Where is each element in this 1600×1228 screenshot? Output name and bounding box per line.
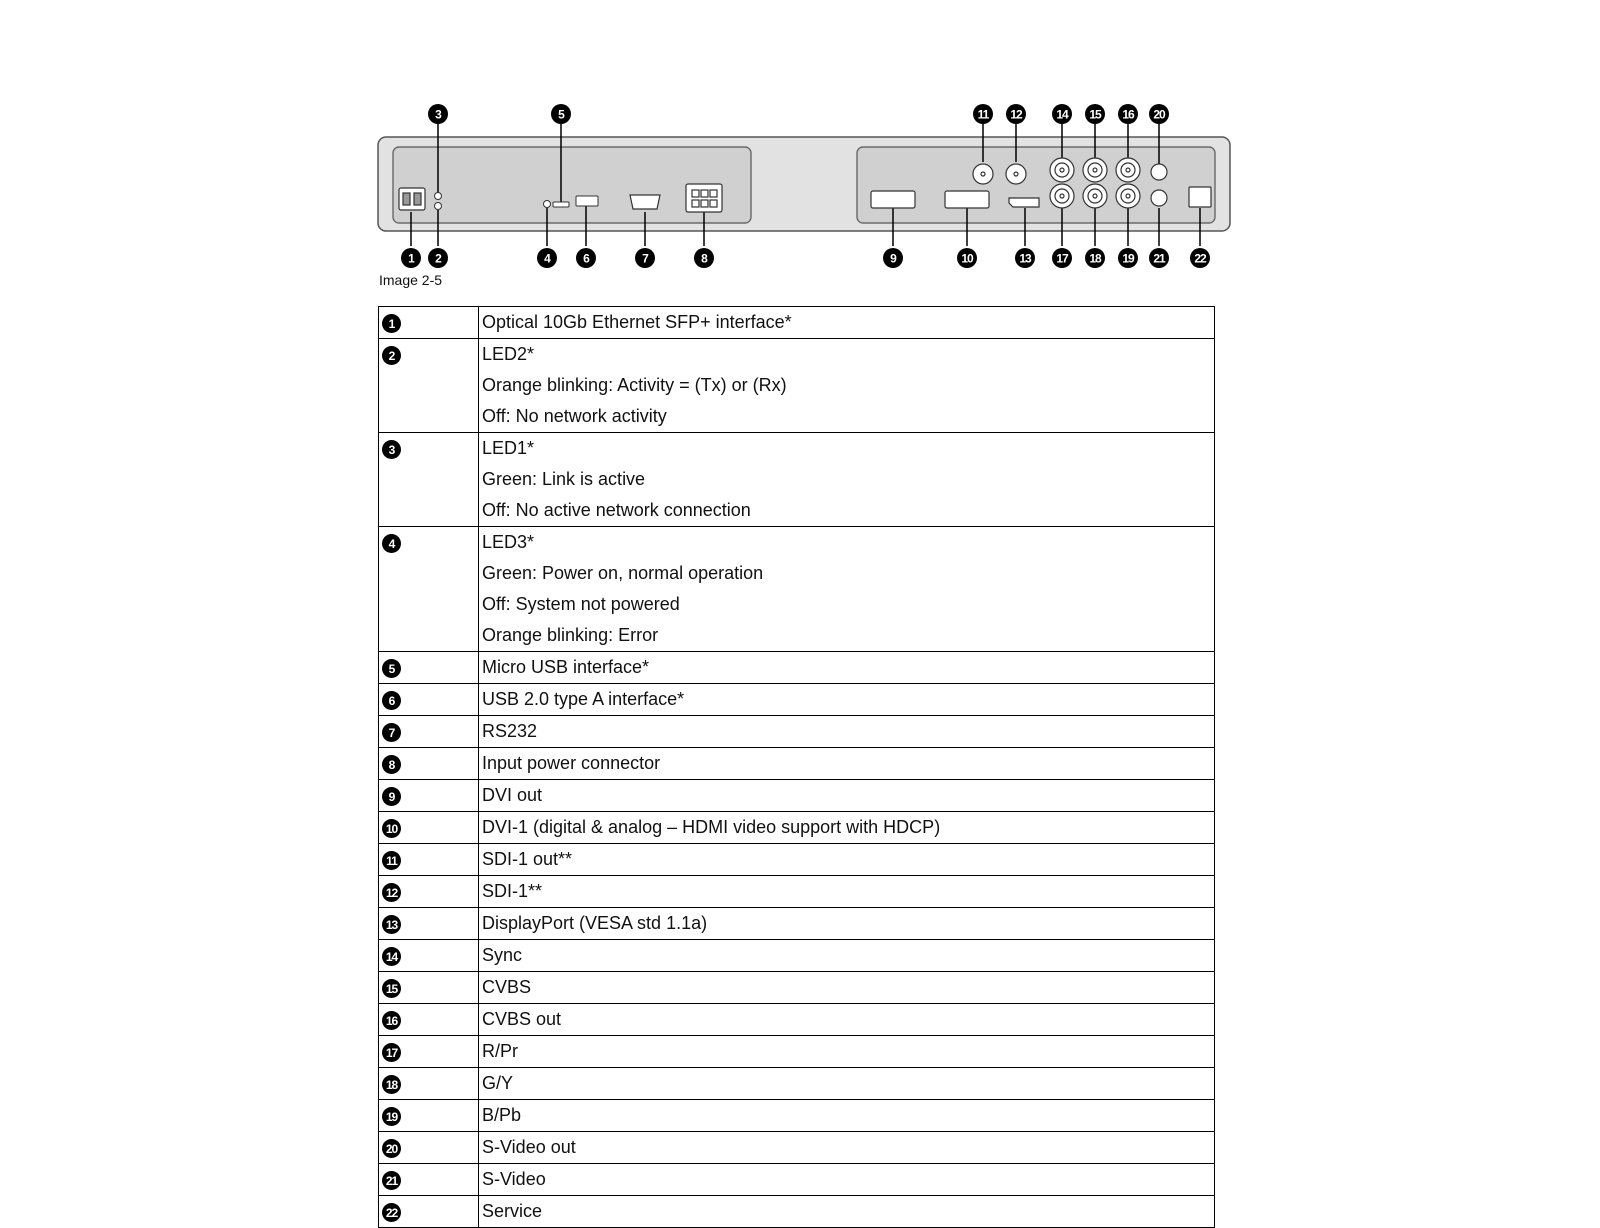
description-line: Input power connector	[482, 753, 661, 773]
callout-number: 16	[1122, 107, 1134, 122]
callout-number: 18	[1089, 251, 1101, 266]
led1-indicator	[435, 193, 442, 200]
table-row	[379, 972, 1215, 1004]
description-cell	[479, 307, 1215, 339]
table-row	[379, 1132, 1215, 1164]
description-line: CVBS out	[482, 1009, 562, 1029]
description-cell	[479, 812, 1215, 844]
description-line: LED1*	[482, 438, 535, 458]
row-number-badge: 21	[382, 1171, 401, 1190]
description-line: Service	[482, 1201, 543, 1221]
row-number-badge: 13	[382, 915, 401, 934]
usb-a-port	[576, 196, 598, 206]
led3-indicator	[544, 201, 551, 208]
table-row	[379, 527, 1215, 652]
description-line: Off: No active network connection	[482, 500, 751, 520]
row-number-badge: 19	[382, 1107, 401, 1126]
row-number-cell	[379, 972, 479, 1004]
row-number-cell	[379, 876, 479, 908]
table-row	[379, 1068, 1215, 1100]
table-row	[379, 1036, 1215, 1068]
table-row	[379, 844, 1215, 876]
row-number-cell	[379, 780, 479, 812]
description-cell	[479, 748, 1215, 780]
description-cell	[479, 844, 1215, 876]
description-cell	[479, 527, 1215, 652]
row-number-badge: 3	[382, 440, 401, 459]
description-line: G/Y	[482, 1073, 514, 1093]
row-number-cell	[379, 339, 479, 433]
table-row	[379, 1164, 1215, 1196]
s-video-out-port	[1151, 164, 1167, 180]
row-number-cell	[379, 748, 479, 780]
callout-number: 20	[1153, 107, 1165, 122]
right-panel	[857, 147, 1215, 223]
callout-number: 1	[408, 251, 414, 266]
description-cell	[479, 652, 1215, 684]
description-line: Green: Link is active	[482, 469, 646, 489]
table-row	[379, 652, 1215, 684]
row-number-cell	[379, 1196, 479, 1228]
table-row	[379, 339, 1215, 433]
table-row	[379, 307, 1215, 339]
connector-table-body	[379, 307, 1215, 1228]
description-line: Green: Power on, normal operation	[482, 563, 764, 583]
description-cell	[479, 1196, 1215, 1228]
row-number-cell	[379, 1036, 479, 1068]
table-row	[379, 1196, 1215, 1228]
table-row	[379, 716, 1215, 748]
row-number-cell	[379, 908, 479, 940]
row-number-cell	[379, 812, 479, 844]
description-line: Orange blinking: Activity = (Tx) or (Rx)	[482, 375, 787, 395]
callout-number: 22	[1194, 251, 1206, 266]
table-row	[379, 433, 1215, 527]
table-row	[379, 748, 1215, 780]
description-line: SDI-1**	[482, 881, 543, 901]
table-row	[379, 1100, 1215, 1132]
description-line: B/Pb	[482, 1105, 522, 1125]
row-number-cell	[379, 1132, 479, 1164]
row-number-cell	[379, 844, 479, 876]
row-number-badge: 1	[382, 314, 401, 333]
row-number-cell	[379, 1068, 479, 1100]
callout-number: 3	[435, 107, 441, 122]
row-number-cell	[379, 940, 479, 972]
callout-number: 19	[1122, 251, 1134, 266]
row-number-cell	[379, 1100, 479, 1132]
description-line: R/Pr	[482, 1041, 518, 1061]
row-number-badge: 17	[382, 1043, 401, 1062]
callout-number: 2	[435, 251, 441, 266]
callout-number: 8	[701, 251, 707, 266]
description-line: DVI out	[482, 785, 543, 805]
row-number-badge: 16	[382, 1011, 401, 1030]
rs232-port	[630, 195, 660, 209]
row-number-cell	[379, 684, 479, 716]
dvi-out-port	[871, 191, 915, 208]
description-cell	[479, 1068, 1215, 1100]
table-row	[379, 908, 1215, 940]
row-number-cell	[379, 1004, 479, 1036]
callout-number: 21	[1153, 251, 1165, 266]
dvi-1-port	[945, 191, 989, 208]
row-number-badge: 18	[382, 1075, 401, 1094]
description-cell	[479, 1036, 1215, 1068]
row-number-badge: 4	[382, 534, 401, 553]
row-number-badge: 2	[382, 346, 401, 365]
connector-table	[378, 306, 1215, 1228]
row-number-badge: 5	[382, 659, 401, 678]
row-number-cell	[379, 307, 479, 339]
description-line: S-Video	[482, 1169, 546, 1189]
description-cell	[479, 433, 1215, 527]
row-number-badge: 10	[382, 819, 401, 838]
table-row	[379, 876, 1215, 908]
displayport-port	[1009, 198, 1039, 207]
row-number-cell	[379, 433, 479, 527]
description-cell	[479, 1132, 1215, 1164]
description-cell	[479, 908, 1215, 940]
description-line: DisplayPort (VESA std 1.1a)	[482, 913, 708, 933]
callout-number: 13	[1019, 251, 1031, 266]
power-connector	[686, 184, 722, 212]
rear-panel-diagram	[0, 0, 1600, 300]
callout-number: 10	[961, 251, 973, 266]
row-number-cell	[379, 1164, 479, 1196]
description-line: USB 2.0 type A interface*	[482, 689, 685, 709]
description-line: Optical 10Gb Ethernet SFP+ interface*	[482, 312, 792, 332]
table-row	[379, 812, 1215, 844]
row-number-badge: 6	[382, 691, 401, 710]
description-cell	[479, 940, 1215, 972]
figure-caption: Image 2-5	[379, 272, 443, 288]
row-number-badge: 9	[382, 787, 401, 806]
service-port	[1189, 187, 1211, 207]
callout-number: 14	[1056, 107, 1068, 122]
sfp-port	[399, 188, 425, 210]
callout-number: 4	[544, 251, 550, 266]
description-line: Sync	[482, 945, 523, 965]
row-number-cell	[379, 527, 479, 652]
description-line: SDI-1 out**	[482, 849, 573, 869]
row-number-badge: 14	[382, 947, 401, 966]
description-cell	[479, 972, 1215, 1004]
row-number-badge: 11	[382, 851, 401, 870]
description-line: Off: System not powered	[482, 594, 680, 614]
callout-number: 15	[1089, 107, 1101, 122]
description-cell	[479, 716, 1215, 748]
description-line: LED3*	[482, 532, 535, 552]
row-number-cell	[379, 716, 479, 748]
description-line: Off: No network activity	[482, 406, 667, 426]
row-number-badge: 20	[382, 1139, 401, 1158]
table-row	[379, 780, 1215, 812]
description-line: Micro USB interface*	[482, 657, 650, 677]
description-line: DVI-1 (digital & analog – HDMI video support with HDCP)	[482, 817, 941, 837]
callout-number: 9	[890, 251, 896, 266]
description-line: LED2*	[482, 344, 535, 364]
description-cell	[479, 1004, 1215, 1036]
description-cell	[479, 684, 1215, 716]
description-cell	[479, 339, 1215, 433]
row-number-badge: 15	[382, 979, 401, 998]
callout-number: 7	[642, 251, 648, 266]
description-cell	[479, 1164, 1215, 1196]
row-number-badge: 7	[382, 723, 401, 742]
description-line: Orange blinking: Error	[482, 625, 659, 645]
callout-number: 17	[1056, 251, 1068, 266]
description-cell	[479, 1100, 1215, 1132]
callout-number: 6	[583, 251, 589, 266]
description-cell	[479, 876, 1215, 908]
callout-number: 5	[558, 107, 564, 122]
row-number-badge: 12	[382, 883, 401, 902]
micro-usb-port	[553, 202, 569, 207]
callout-number: 12	[1010, 107, 1022, 122]
table-row	[379, 940, 1215, 972]
table-row	[379, 1004, 1215, 1036]
s-video-port	[1151, 190, 1167, 206]
description-line: S-Video out	[482, 1137, 576, 1157]
row-number-cell	[379, 652, 479, 684]
description-cell	[479, 780, 1215, 812]
table-row	[379, 684, 1215, 716]
row-number-badge: 22	[382, 1203, 401, 1222]
description-line: RS232	[482, 721, 538, 741]
row-number-badge: 8	[382, 755, 401, 774]
callout-number: 11	[977, 107, 989, 122]
description-line: CVBS	[482, 977, 532, 997]
led2-indicator	[435, 203, 442, 210]
